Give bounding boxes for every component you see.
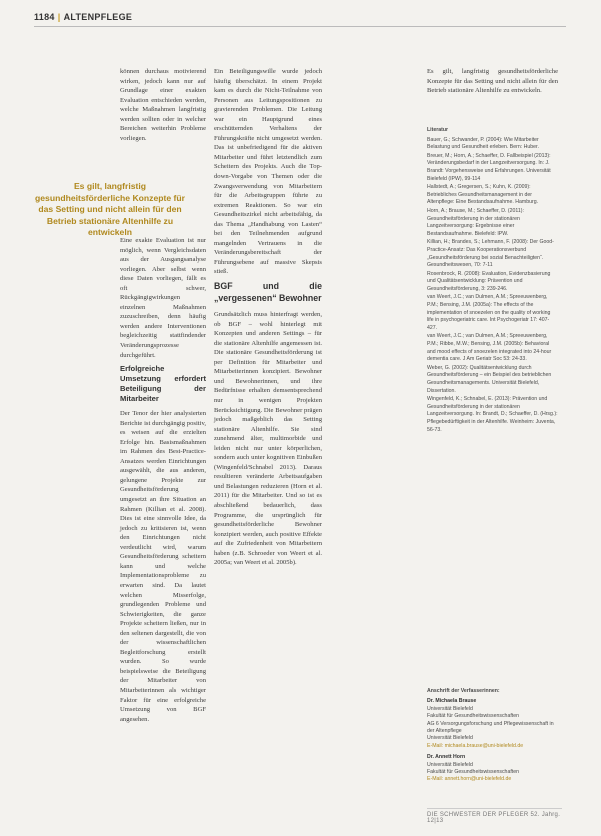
authors-title: Anschrift der Verfasserinnen: xyxy=(427,688,500,694)
col2-body-paragraph-2: Grundsätzlich muss hinterfragt werden, ob BGF – wohl hinterlegt mit Konzepten und anderen Settings – für die stationäre Altenhilfe angemessen ist. Die stationäre Gesundheitsförderung ist per Definition für Mitarbeiter und Mitarbeiterinnen konzipiert. Bewohner und Bewohnerinnen, und ihre Bedürfnisse erhalten demsentsprechend nur in wenigen Projekten Berücksichtigung. Die Bewohner prägen jedoch maßgeblich das Setting stationäre Altenhilfe. Sie sind zunehmend älter, multimorbide und leiden nicht nur unter körperlichen, sondern auch unter kognitiven Einbußen (Wingenfeld/Schnabel 2013). Daraus resultieren veränderte Arbeitsaufgaben und Belastungen reduzieren (Horn et al. 2011) für die Mitarbeiter. Und so ist es abschließend bedauerlich, dass Programme, die ursprünglich für gesundheitsförderliche Bewohner konzipiert werden, auch positive Effekte auf die Zufriedenheit von Mitarbeitern haben (z.B. Schroeder von Weert et al. 2005a; van Weert et al. 2005b). xyxy=(214,311,322,567)
running-footer: DIE SCHWESTER DER PFLEGER 52. Jahrg. 12|13 xyxy=(427,812,561,824)
reference-item: Wingenfeld, K.; Schnabel, E. (2013): Prävention und Gesundheitsförderung in der stationären Langzeitversorgung. In: Brandt, D.; Schaeffer, D. (Hrsg.): Pflegebedürftigkeit in der Altenhilfe. Weinheim: Juventa, 56-73. xyxy=(427,396,558,433)
author-1-email-link[interactable]: E-Mail: michaela.brause@uni-bielefeld.de xyxy=(427,742,524,749)
author-2-email-link[interactable]: E-Mail: annett.horn@uni-bielefeld.de xyxy=(427,776,512,783)
author-1-line: Universität Bielefeld xyxy=(427,705,473,712)
col1-body-paragraph-2: Der Tenor der hier analysierten Berichte ist durchgängig positiv, es weisen auf die erzielten Erfolge hin. Basismaßnahmen im Rahmen des Best-Practice-Ansatzes werden Einrichtungen ausgewählt, die aus anderen, gelungene Projekte zur Gesundheitsförderung umgesetzt an ihre Situation an Rahmen (Killian et al. 2008). Dies ist eine sinnvolle Idee, da jedoch zu kritisieren ist, wenn den Einrichtungen nicht verdeutlicht wird, warum Gesundheitsförderung scheitern kann und welche Implementationsprobleme zu erwarten sind. Da lautet welchen Misserfolge, grundlegenden Probleme und Schwierigkeiten, die ganze Projekte scheitern ließen, nur in den seltenen dargestellt, die von der wissenschaftlichen Begleitforschung erstellt wurden. So wurde beispielsweise die Beteiligung der Mitarbeiter von Mitarbeiterinnen als wichtiger Faktor für eine erfolgreiche Umsetzung von BGF angesehen. xyxy=(120,410,206,723)
references-list xyxy=(427,127,558,435)
col2-subheading: BGF und die „vergessenen“ Bewohner xyxy=(214,281,322,303)
author-2-name: Dr. Annett Horn xyxy=(427,754,466,761)
reference-item: van Weert, J.C.; van Dulmen, A.M.; Spreeuwenberg, P.M.; Ribbe, M.W.; Bensing, J.M. (2005b): Behavioral and mood effects of snoezelen integrated into 24-hour dementia care. J Am Geriatr Soc 53: 24-33. xyxy=(427,333,552,363)
author-1-line: AG 6 Versorgungsforschung und Pflegewissenschaft in der Altenpflege xyxy=(427,720,554,735)
reference-item: Rosenbrock, R. (2008): Evaluation, Evidenzbasierung und Qualitätsentwicklung: Prävention und Gesundheitsförderung, 3: 239-246. xyxy=(427,270,551,292)
author-2-line: Universität Bielefeld xyxy=(427,761,473,768)
reference-item: Breuer, M.; Horn, A.; Schaeffer, D. Fallbeispiel (2013): Veränderungsbedarf in der Langzeitversorgung. In: J. Brandt: Vorgehensweise und Erfahrungen. Universität Bielefeld (IPW), 99-114 xyxy=(427,152,551,182)
col1-subheading: Erfolgreiche Umsetzung erfordert Beteiligung der Mitarbeiter xyxy=(120,364,206,404)
running-header: 1184 | ALTENPFLEGE xyxy=(34,12,133,22)
author-1-name: Dr. Michaela Brause xyxy=(427,698,477,705)
reference-item: Bauer, G.; Schwander, P. (2004): Wie Mitarbeiter Belastung und Gesundheit erleben. Bern: Huber. xyxy=(427,136,539,151)
author-2-line: Fakultät für Gesundheitswissenschaften xyxy=(427,769,519,776)
col2-body-paragraph-1: Ein Beteiligungswille wurde jedoch häufig überschätzt. In einem Projekt kam es durch die Nicht-Teilnahme von Personen aus Leitungspositionen zu gravierenden Problemen. Die Leitung war ein Hauptgrund eines erschütternden Verhaltens der Führungskräfte nicht umgesetzt werden. Das ist unbefriedigend für die aktiven Mitarbeiter und führt letztendlich zum Scheitern des Projekts. Auch die Top-down-Vorgabe von Themen oder die Zwangsverwendung von Mitarbeitern für die Arbeitsgruppen führte zu extremen Reaktionen. So war ein Gesundheitszirkel nicht arbeitsfähig, da das Thema „Handhabung von Lasten“ bei den Teilnehmenden aufgrund mangelnden Vertrauens in die Veränderungsbereitschaft der Führungsebene auf massive Skepsis stieß. xyxy=(214,68,322,276)
author-1-line: Fakultät für Gesundheitswissenschaften xyxy=(427,713,519,720)
reference-item: Killian, H.; Brandes, S.; Lehmann, F. (2008): Der Good-Practice-Ansatz: Das Kooperationsverbund „Gesundheitsförderung bei sozial Benachteiligten“. Gesundheitswesen, 70: 7-11 xyxy=(427,239,554,269)
author-1-line: Universität Bielefeld xyxy=(427,735,473,742)
section-title: ALTENPFLEGE xyxy=(63,12,133,22)
page-number: 1184 xyxy=(34,12,55,22)
column-1-intro xyxy=(120,67,206,147)
column-1-body xyxy=(120,236,206,728)
header-divider xyxy=(34,26,566,27)
reference-item: Hallstedt, A.; Gregersen, S.; Kuhn, K. (2009): Betriebliches Gesundheitsmanagement in der Altenpflege: Eine Bestandsaufnahme. Hamburg. xyxy=(427,184,539,206)
col1-body-paragraph-1: Eine exakte Evaluation ist nur möglich, wenn Vergleichsdaten aus der Ausgangsanalyse vorliegen. Aber selbst wenn diese Daten vorliegen, fällt es oft schwer, Rückgängigwirkungen einzelnen Maßnahmen zuzuschreiben, denn häufig werden andere Interventionen begleichzeitig stattfindender Veränderungsprozesse durchgeführt. xyxy=(120,237,206,359)
column-2 xyxy=(214,67,322,572)
pull-quote: Es gilt, langfristig gesundheitsförderliche Konzepte für das Setting und nicht allein für den Betrieb stationäre Altenhilfe zu entwickeln xyxy=(35,181,185,237)
author-addresses xyxy=(427,688,558,784)
reference-item: van Weert, J.C.; van Dulmen, A.M.; Spreeuwenberg, P.M.; Bensing, J.M. (2005a): The effects of the implementation of snoezelen on the quality of working life in psychogeriatric care. Int Psychogeriatr 17: 407-427. xyxy=(427,294,551,331)
reference-item: Horn, A.; Brause, M.; Schaeffer, D. (2011): Gesundheitsförderung in der stationären Langzeitversorgung: Ergebnisse einer Bestandsaufnahme. Bielefeld: IPW. xyxy=(427,207,524,237)
footer-divider xyxy=(427,808,562,809)
reference-item: Weber, G. (2002): Qualitätsentwicklung durch Gesundheitsförderung – ein Beispiel des betrieblichen Gesundheitsmanagements. Universität Bielefeld, Dissertation. xyxy=(427,364,552,394)
col3-intro-text: Es gilt, langfristig gesundheitsförderliche Konzepte für das Setting und nicht allein für den Betrieb stationäre Altenhilfe zu entwickeln. xyxy=(427,68,558,95)
references-title: Literatur xyxy=(427,127,449,133)
column-3-intro xyxy=(427,67,558,100)
col1-intro-text: können durchaus motivierend wirken, jedoch kann nur auf Grundlage einer exakten Evaluation entschieden werden, welche Maßnahmen langfristig werden sollten oder in welcher Bereichen weiterhin Probleme vorliegen. xyxy=(120,68,206,142)
